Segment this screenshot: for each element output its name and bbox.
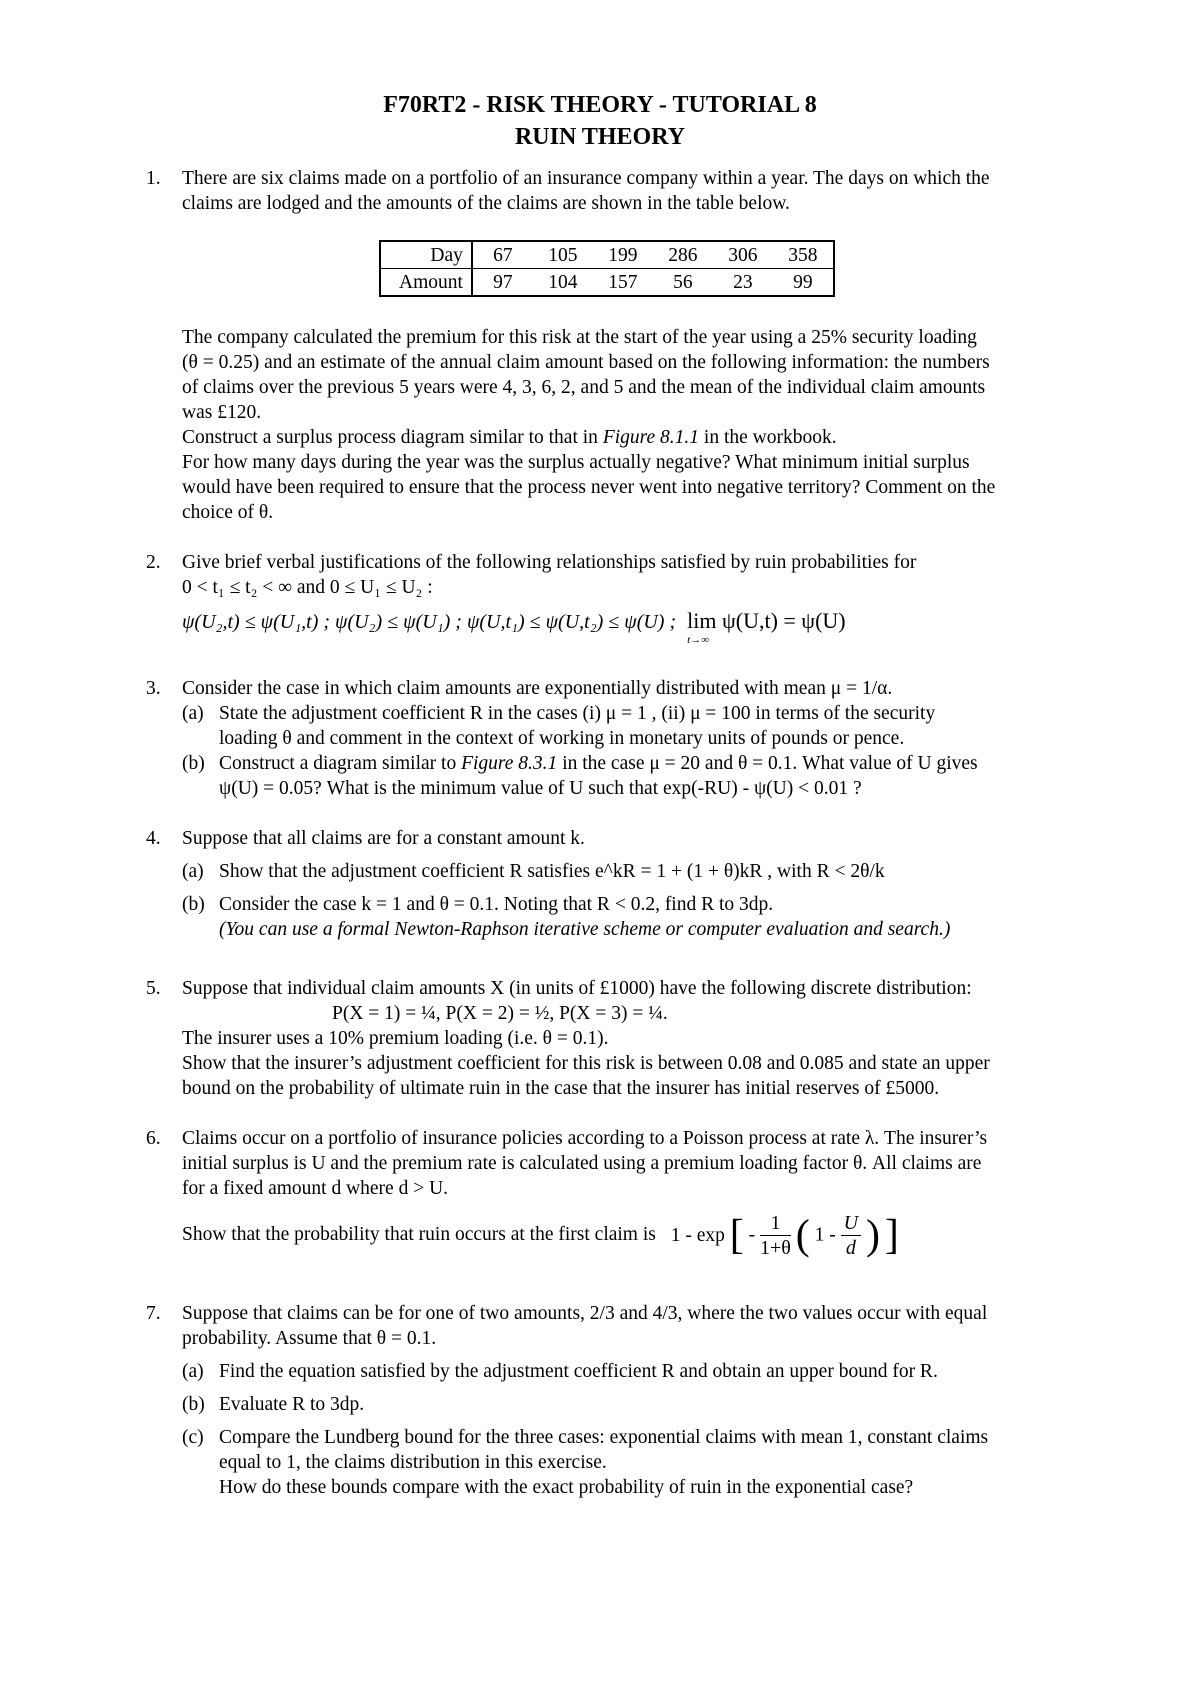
q6-text-line: for a fixed amount d where d > U. xyxy=(182,1178,449,1199)
q4-part-a xyxy=(182,859,1092,884)
q6-text: Show that the probability that ruin occurs at the first claim is xyxy=(182,1224,656,1245)
q7a-text-line: Find the equation satisfied by the adjustment coefficient R and obtain an upper bound for R. xyxy=(219,1361,938,1382)
question-number: 6. xyxy=(146,1128,161,1149)
part-label: (a) xyxy=(182,1361,204,1382)
question-number: 5. xyxy=(146,978,161,999)
q5-text-line: Suppose that individual claim amounts X (in units of £1000) have the following discrete distribution: xyxy=(182,978,972,999)
part-label: (a) xyxy=(182,861,204,882)
figure-reference: Figure 8.3.1 xyxy=(461,753,558,774)
q3b-text-line: ψ(U) = 0.05? What is the minimum value of U such that exp(-RU) - ψ(U) < 0.01 ? xyxy=(219,778,862,799)
q7-text-line: probability. Assume that θ = 0.1. xyxy=(182,1328,437,1349)
fraction-numerator: U xyxy=(841,1211,861,1236)
q7c-text-line: equal to 1, the claims distribution in this exercise. xyxy=(219,1452,607,1473)
q1-text-line: (θ = 0.25) and an estimate of the annual claim amount based on the following information: the numbers xyxy=(182,352,990,373)
table-row-label: Amount xyxy=(380,269,472,297)
q1-intro-line-2: claims are lodged and the amounts of the claims are shown in the table below. xyxy=(182,193,790,214)
formula-minus: - xyxy=(748,1224,756,1246)
question-number: 4. xyxy=(146,828,161,849)
question-number: 1. xyxy=(146,168,161,189)
q2-formula xyxy=(182,608,1092,646)
bracket-open: [ xyxy=(729,1212,744,1259)
paren-close: ) xyxy=(865,1212,880,1259)
q1-text-line: of claims over the previous 5 years were 4, 3, 6, 2, and 5 and the mean of the individual claim amounts xyxy=(182,377,986,398)
q4-text-line: Suppose that all claims are for a constant amount k. xyxy=(182,828,585,849)
paren-open: ( xyxy=(795,1212,810,1259)
table-row-day xyxy=(380,241,834,269)
q6-formula-line xyxy=(182,1207,1092,1263)
q5-text-line: bound on the probability of ultimate ruin in the case that the insurer has initial reserves of £5000. xyxy=(182,1078,940,1099)
q7c-text-line: How do these bounds compare with the exact probability of ruin in the exponential case? xyxy=(219,1477,914,1498)
q4b-text-line: Consider the case k = 1 and θ = 0.1. Noting that R < 0.2, find R to 3dp. xyxy=(219,894,774,915)
q3b-text-part: Construct a diagram similar to xyxy=(219,753,462,774)
q1-text-line xyxy=(182,425,1092,450)
q7-text-line: Suppose that claims can be for one of two amounts, 2/3 and 4/3, where the two values occur with equal xyxy=(182,1303,988,1324)
q7b-text-line: Evaluate R to 3dp. xyxy=(219,1394,365,1415)
page-subtitle: RUIN THEORY xyxy=(514,124,686,150)
q7c-text-line: Compare the Lundberg bound for the three cases: exponential claims with mean 1, constant claims xyxy=(219,1427,989,1448)
q1-text-part: in the workbook. xyxy=(699,427,837,448)
q1-text-line: was £120. xyxy=(182,402,262,423)
q3a-text-line: State the adjustment coefficient R in the cases (i) μ = 1 , (ii) μ = 100 in terms of the security xyxy=(219,703,936,724)
part-label: (b) xyxy=(182,1394,205,1415)
table-cell: 199 xyxy=(593,241,653,269)
page-title: F70RT2 - RISK THEORY - TUTORIAL 8 xyxy=(383,92,817,118)
fraction xyxy=(760,1211,791,1260)
q1-text-line: The company calculated the premium for this risk at the start of the year using a 25% security loading xyxy=(182,327,977,348)
q1-text-line: choice of θ. xyxy=(182,502,274,523)
claims-table xyxy=(379,240,835,297)
fraction-denominator: d xyxy=(845,1237,856,1260)
q3b-text-line xyxy=(219,751,1092,776)
q7-part-a xyxy=(182,1359,1092,1384)
q7-part-c xyxy=(182,1425,1092,1500)
q3-text-line: Consider the case in which claim amounts are exponentially distributed with mean μ = 1/α. xyxy=(182,678,893,699)
question-number: 7. xyxy=(146,1303,161,1324)
formula-one-minus: 1 - xyxy=(814,1224,836,1246)
table-cell: 104 xyxy=(548,271,578,293)
q3-part-b xyxy=(182,751,1092,801)
q5-text-line: Show that the insurer’s adjustment coefficient for this risk is between 0.08 and 0.085 and state an upper xyxy=(182,1053,990,1074)
q4a-text-line: Show that the adjustment coefficient R satisfies e^kR = 1 + (1 + θ)kR , with R < 2θ/k xyxy=(219,861,885,882)
q3b-text-part: in the case μ = 20 and θ = 0.1. What value of U gives xyxy=(557,753,978,774)
part-label: (a) xyxy=(182,703,204,724)
table-cell: 358 xyxy=(773,241,834,269)
q7-part-b xyxy=(182,1392,1092,1417)
q1-intro-line-1: There are six claims made on a portfolio of an insurance company within a year. The days on which the xyxy=(182,168,990,189)
q6-text-line: Claims occur on a portfolio of insurance policies according to a Poisson process at rate λ. The insurer’s xyxy=(182,1128,988,1149)
part-label: (c) xyxy=(182,1427,204,1448)
question-number: 3. xyxy=(146,678,161,699)
q1-text-line: would have been required to ensure that the process never went into negative territory? Comment on the xyxy=(182,477,996,498)
table-cell: 286 xyxy=(653,241,713,269)
q3a-text-line: loading θ and comment in the context of working in monetary units of pounds or pence. xyxy=(219,728,905,749)
q3-part-a xyxy=(182,701,1092,751)
formula-prefix: 1 - exp xyxy=(670,1224,725,1246)
q4-part-b xyxy=(182,892,1092,942)
fraction xyxy=(841,1211,861,1260)
q1-text-line: For how many days during the year was the surplus actually negative? What minimum initial surplus xyxy=(182,452,970,473)
q6-text-line: initial surplus is U and the premium rate is calculated using a premium loading factor θ. All claims are xyxy=(182,1153,982,1174)
part-label: (b) xyxy=(182,894,205,915)
limit-expression xyxy=(687,608,846,646)
limit-subscript: t→∞ xyxy=(687,634,710,646)
table-cell: 157 xyxy=(608,271,638,293)
fraction-numerator: 1 xyxy=(760,1211,791,1236)
table-cell: 306 xyxy=(713,241,773,269)
part-label: (b) xyxy=(182,753,205,774)
table-row-amount xyxy=(380,269,834,297)
table-cell: 56 xyxy=(673,271,693,293)
q2-text-line: 0 < t₁ ≤ t₂ < ∞ and 0 ≤ U₁ ≤ U₂ : xyxy=(182,577,433,598)
q1-text-part: Construct a surplus process diagram similar to that in xyxy=(182,427,603,448)
table-cell: 99 xyxy=(793,271,813,293)
table-cell: 105 xyxy=(533,241,593,269)
q5-distribution: P(X = 1) = ¼, P(X = 2) = ½, P(X = 3) = ¼. xyxy=(332,1003,668,1024)
ruin-inequalities: ψ(U₂,t) ≤ ψ(U₁,t) ; ψ(U₂) ≤ ψ(U₁) ; ψ(U,t₁) ≤ ψ(U,t₂) ≤ ψ(U) ; xyxy=(182,611,677,633)
q2-text-line: Give brief verbal justifications of the following relationships satisfied by ruin probabilities for xyxy=(182,552,917,573)
q5-text-line: The insurer uses a 10% premium loading (i.e. θ = 0.1). xyxy=(182,1028,609,1049)
table-cell: 97 xyxy=(493,271,513,293)
question-number: 2. xyxy=(146,552,161,573)
fraction-denominator: 1+θ xyxy=(760,1237,791,1260)
figure-reference: Figure 8.1.1 xyxy=(602,427,700,448)
table-cell: 67 xyxy=(472,241,533,269)
bracket-close: ] xyxy=(884,1212,899,1259)
limit-formula: lim ψ(U,t) = ψ(U) xyxy=(687,608,846,633)
table-cell: 23 xyxy=(733,271,753,293)
table-row-label: Day xyxy=(380,241,472,269)
q4b-hint-line: (You can use a formal Newton-Raphson iterative scheme or computer evaluation and search.) xyxy=(219,919,951,940)
